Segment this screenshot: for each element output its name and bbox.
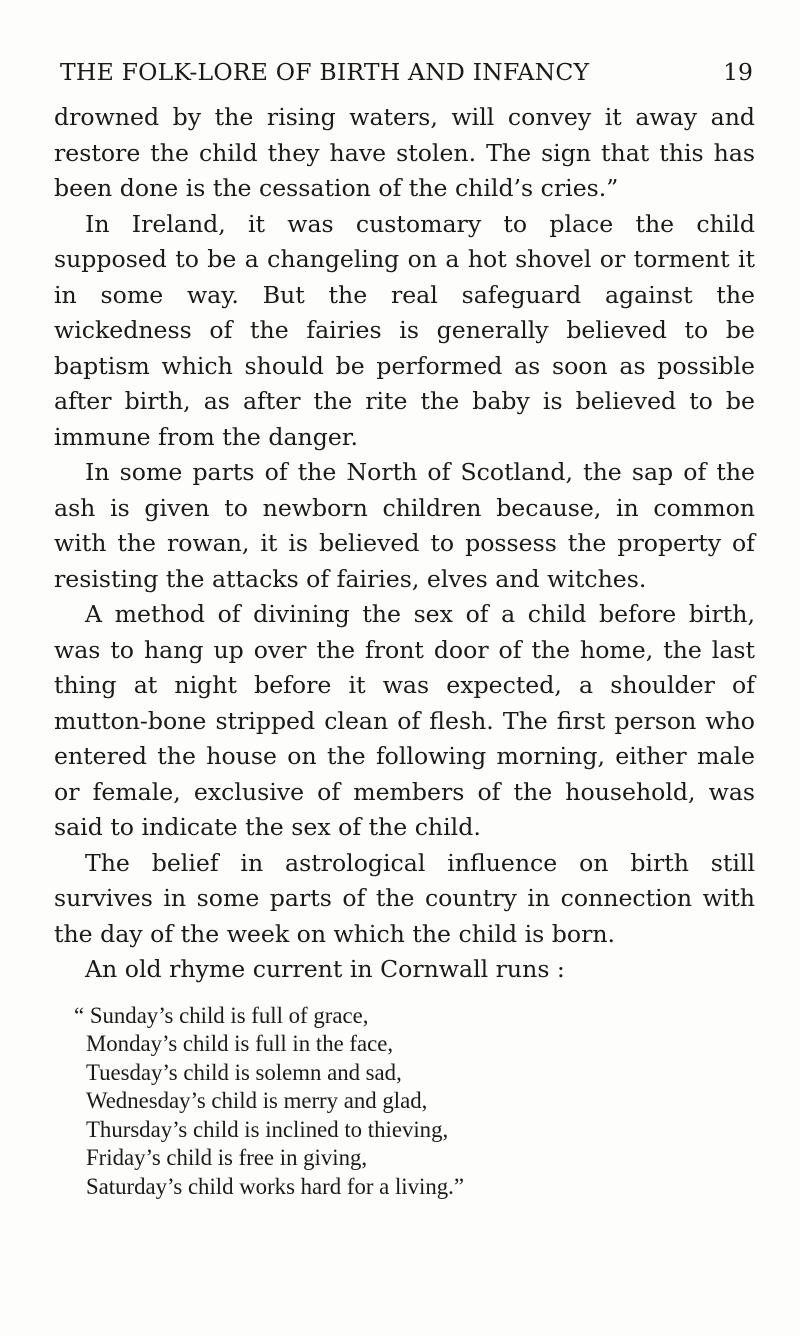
rhyme-verse [74,1002,755,1202]
verse-line: “ Sunday’s child is full of grace, [74,1002,369,1028]
body-text [54,100,755,988]
paragraph-divining: A method of divining the sex of a child before birth, was to hang up over the front door of the home, the last thing at night before it was expected, a shoulder of mutton-bone stripped clean of flesh. The first person who entered the house on the following morning, either male or female, exclusive of members of the household, was said to indicate the sex of the child. [54,600,755,841]
running-title: THE FOLK-LORE OF BIRTH AND INFANCY [60,58,590,86]
verse-line: Thursday’s child is inclined to thieving, [86,1116,449,1142]
verse-line: Friday’s child is free in giving, [86,1145,368,1170]
verse-line: Wednesday’s child is merry and glad, [86,1088,428,1113]
paragraph-scotland: In some parts of the North of Scotland, the sap of the ash is given to newborn children because, in common with the rowan, it is believed to possess the property of resisting the attacks of fairies, elves and witches. [54,458,755,593]
book-page [54,58,755,1201]
paragraph-astrology: The belief in astrological influence on birth still survives in some parts of the country in connection with the day of the week on which the child is born. [54,848,755,948]
paragraph-continuation: drowned by the rising waters, will convey it away and restore the child they have stolen. The sign that this has been done is the cessation of the child’s cries.” [54,103,755,202]
verse-line: Monday’s child is full in the face, [86,1031,394,1056]
paragraph-rhyme-intro: An old rhyme current in Cornwall runs : [85,955,565,983]
verse-line: Saturday’s child works hard for a living.” [86,1173,464,1199]
page-number: 19 [723,58,753,86]
paragraph-ireland: In Ireland, it was customary to place the child supposed to be a changeling on a hot shovel or torment it in some way. But the real safeguard against the wickedness of the fairies is generally believed to be baptism which should be performed as soon as possible after birth, as after the rite the baby is believed to be immune from the danger. [54,209,755,451]
verse-line: Tuesday’s child is solemn and sad, [86,1059,402,1085]
running-head [54,58,755,94]
